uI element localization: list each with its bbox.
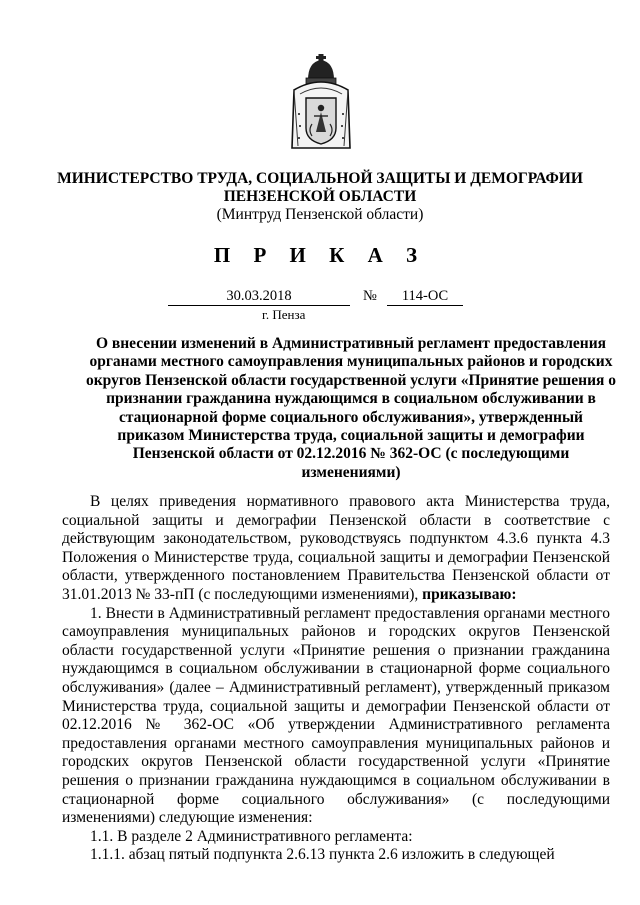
order-directive: приказываю: (422, 585, 517, 603)
number-sign: № (363, 288, 377, 304)
document-type-title: П Р И К А З (213, 243, 427, 267)
paragraph-item-1: 1. Внести в Административный регламент предоставления органами местного самоуправления муниципальных районов и городских округов Пензенской области государственной услуги «Принятие решения о признании гражданина нуждающимся в социальном обслуживании в стационарной форме социального обслуживания» (далее – Административный регламент), утвержденный приказом Министерства труда, социальной защиты и демографии Пензенской области от 02.12.2016 № 362-ОС «Об утверждении Административного регламента предоставления органами местного самоуправления муниципальных районов и городских округов Пензенской области государственной услуги «Принятие решения о признании гражданина нуждающимся в социальном обслуживании в стационарной форме социального обслуживания» (с последующими изменениями) следующие изменения: (62, 604, 610, 827)
order-subject: О внесении изменений в Административный регламент предоставления органами местного самоуправления муниципальных районов и городских округов Пензенской области государственной услуги «Принятие решения о признании гражданина нуждающимся в социальном обслуживании в стационарной форме социального обслуживания», утвержденный приказом Министерства труда, социальной защиты и демографии Пензенской области от 02.12.2016 № 362-ОС (с последующими изменениями) (86, 335, 617, 481)
preamble-text: В целях приведения нормативного правового акта Министерства труда, социальной защиты и демографии Пензенской области в соответствие с действующим законодательством, руководствуясь подпунктом 4.3.6 пункта 4.3 Положения о Министерстве труда, социальной защиты и демографии Пензенской области, утвержденного постановлением Правительства Пензенской области от 31.01.2013 № 33-пП (с последующими изменениями), (62, 493, 610, 603)
ministry-name-line1: МИНИСТЕРСТВО ТРУДА, СОЦИАЛЬНОЙ ЗАЩИТЫ И ДЕМОГРАФИИ (57, 170, 583, 187)
ministry-short-name: (Минтруд Пензенской области) (216, 206, 424, 223)
paragraph-item-1-1-1: 1.1.1. абзац пятый подпункта 2.6.13 пункта 2.6 изложить в следующей (90, 846, 555, 864)
order-number: 114-ОС (387, 287, 463, 306)
ministry-name-line2: ПЕНЗЕНСКОЙ ОБЛАСТИ (223, 188, 417, 205)
paragraph-item-1-1: 1.1. В разделе 2 Административного регламента: (90, 827, 413, 845)
order-date: 30.03.2018 (168, 287, 350, 306)
coat-of-arms-icon (290, 54, 352, 152)
paragraph-preamble (62, 493, 610, 605)
order-body (62, 493, 610, 865)
ministry-name (40, 170, 600, 206)
city-label: г. Пенза (262, 307, 306, 322)
